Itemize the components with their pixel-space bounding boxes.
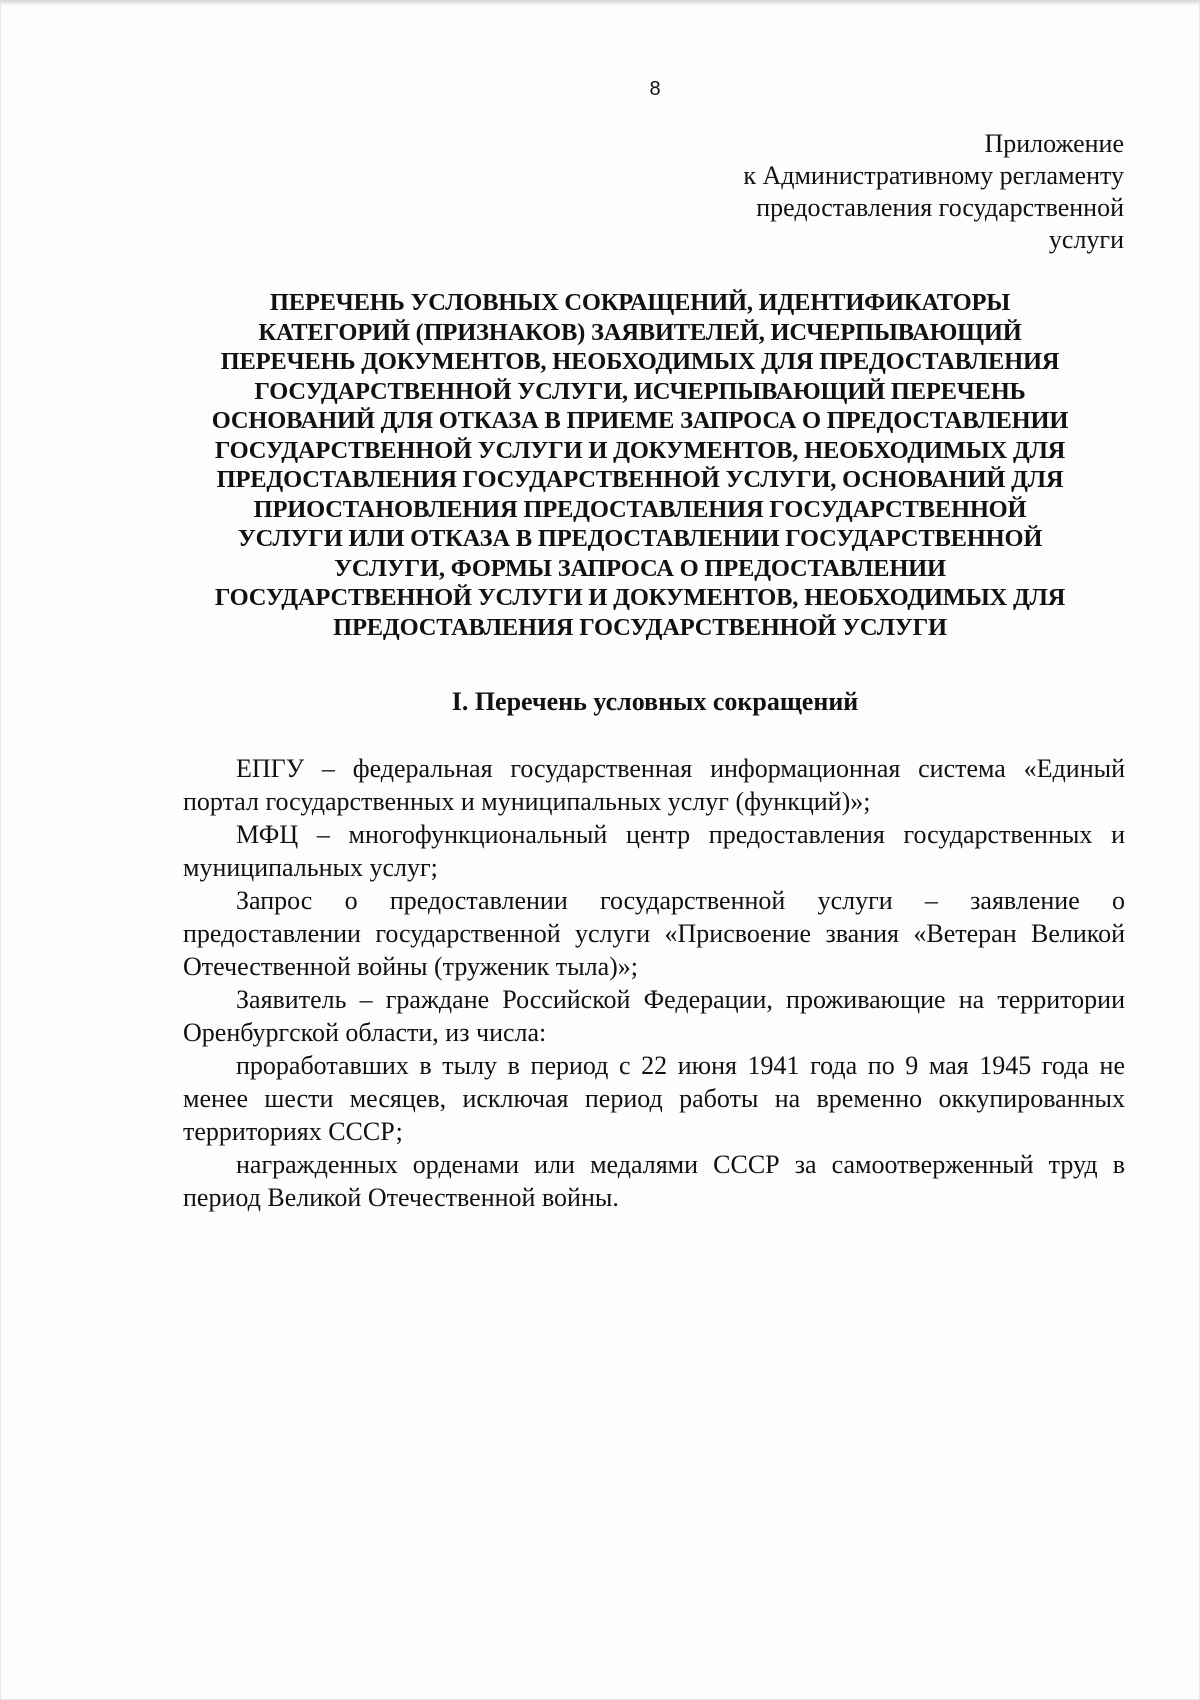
scan-edge [0, 0, 1200, 6]
title-line: ГОСУДАРСТВЕННОЙ УСЛУГИ, ИСЧЕРПЫВАЮЩИЙ ПЕРЕЧЕНЬ [254, 377, 1026, 405]
appendix-note [524, 128, 1124, 256]
title-line: УСЛУГИ, ФОРМЫ ЗАПРОСА О ПРЕДОСТАВЛЕНИИ [334, 554, 946, 582]
title-line: ГОСУДАРСТВЕННОЙ УСЛУГИ И ДОКУМЕНТОВ, НЕОБХОДИМЫХ ДЛЯ [214, 584, 1066, 611]
page-number: 8 [649, 78, 661, 100]
title-line: ПРЕДОСТАВЛЕНИЯ ГОСУДАРСТВЕННОЙ УСЛУГИ [333, 613, 947, 641]
section-body [183, 752, 1125, 1214]
title-line: ПЕРЕЧЕНЬ ДОКУМЕНТОВ, НЕОБХОДИМЫХ ДЛЯ ПРЕДОСТАВЛЕНИЯ [220, 348, 1060, 375]
appendix-line: услуги [1048, 225, 1124, 254]
title-line: КАТЕГОРИЙ (ПРИЗНАКОВ) ЗАЯВИТЕЛЕЙ, ИСЧЕРПЫВАЮЩИЙ [258, 318, 1022, 346]
title-line: ГОСУДАРСТВЕННОЙ УСЛУГИ И ДОКУМЕНТОВ, НЕОБХОДИМЫХ ДЛЯ [214, 436, 1066, 464]
title-line: ПРЕДОСТАВЛЕНИЯ ГОСУДАРСТВЕННОЙ УСЛУГИ, ОСНОВАНИЙ ДЛЯ [216, 466, 1064, 493]
appendix-line: к Административному регламенту [743, 161, 1124, 190]
paragraph-request: Запрос о предоставлении государственной услуги – заявление о предоставлении государственной услуги «Присвоение звания «Ветеран Великой Отечественной войны (труженик тыла)»; [183, 886, 1125, 981]
paragraph-worked-in-rear: проработавших в тылу в период с 22 июня 1941 года по 9 мая 1945 года не менее шести месяцев, исключая период работы на временно оккупированных территориях СССР; [183, 1051, 1125, 1146]
paragraph-awarded: награжденных орденами или медалями СССР за самоотверженный труд в период Великой Отечественной войны. [183, 1150, 1125, 1212]
title-line: ОСНОВАНИЙ ДЛЯ ОТКАЗА В ПРИЕМЕ ЗАПРОСА О ПРЕДОСТАВЛЕНИИ [211, 407, 1069, 434]
paragraph-mfc: МФЦ – многофункциональный центр предоставления государственных и муниципальных услуг; [183, 820, 1125, 882]
appendix-line: Приложение [984, 129, 1124, 158]
paragraph-applicant: Заявитель – граждане Российской Федерации, проживающие на территории Оренбургской области, из числа: [183, 985, 1125, 1047]
paragraph-epgu: ЕПГУ – федеральная государственная информационная система «Единый портал государственных и муниципальных услуг (функций)»; [183, 754, 1125, 816]
title-line: ПЕРЕЧЕНЬ УСЛОВНЫХ СОКРАЩЕНИЙ, ИДЕНТИФИКАТОРЫ [269, 289, 1011, 316]
title-line: ПРИОСТАНОВЛЕНИЯ ПРЕДОСТАВЛЕНИЯ ГОСУДАРСТВЕННОЙ [253, 495, 1027, 523]
title-line: УСЛУГИ ИЛИ ОТКАЗА В ПРЕДОСТАВЛЕНИИ ГОСУДАРСТВЕННОЙ [237, 525, 1043, 552]
section-heading: I. Перечень условных сокращений [451, 687, 859, 716]
document-title [150, 288, 1130, 642]
appendix-line: предоставления государственной [756, 193, 1124, 222]
